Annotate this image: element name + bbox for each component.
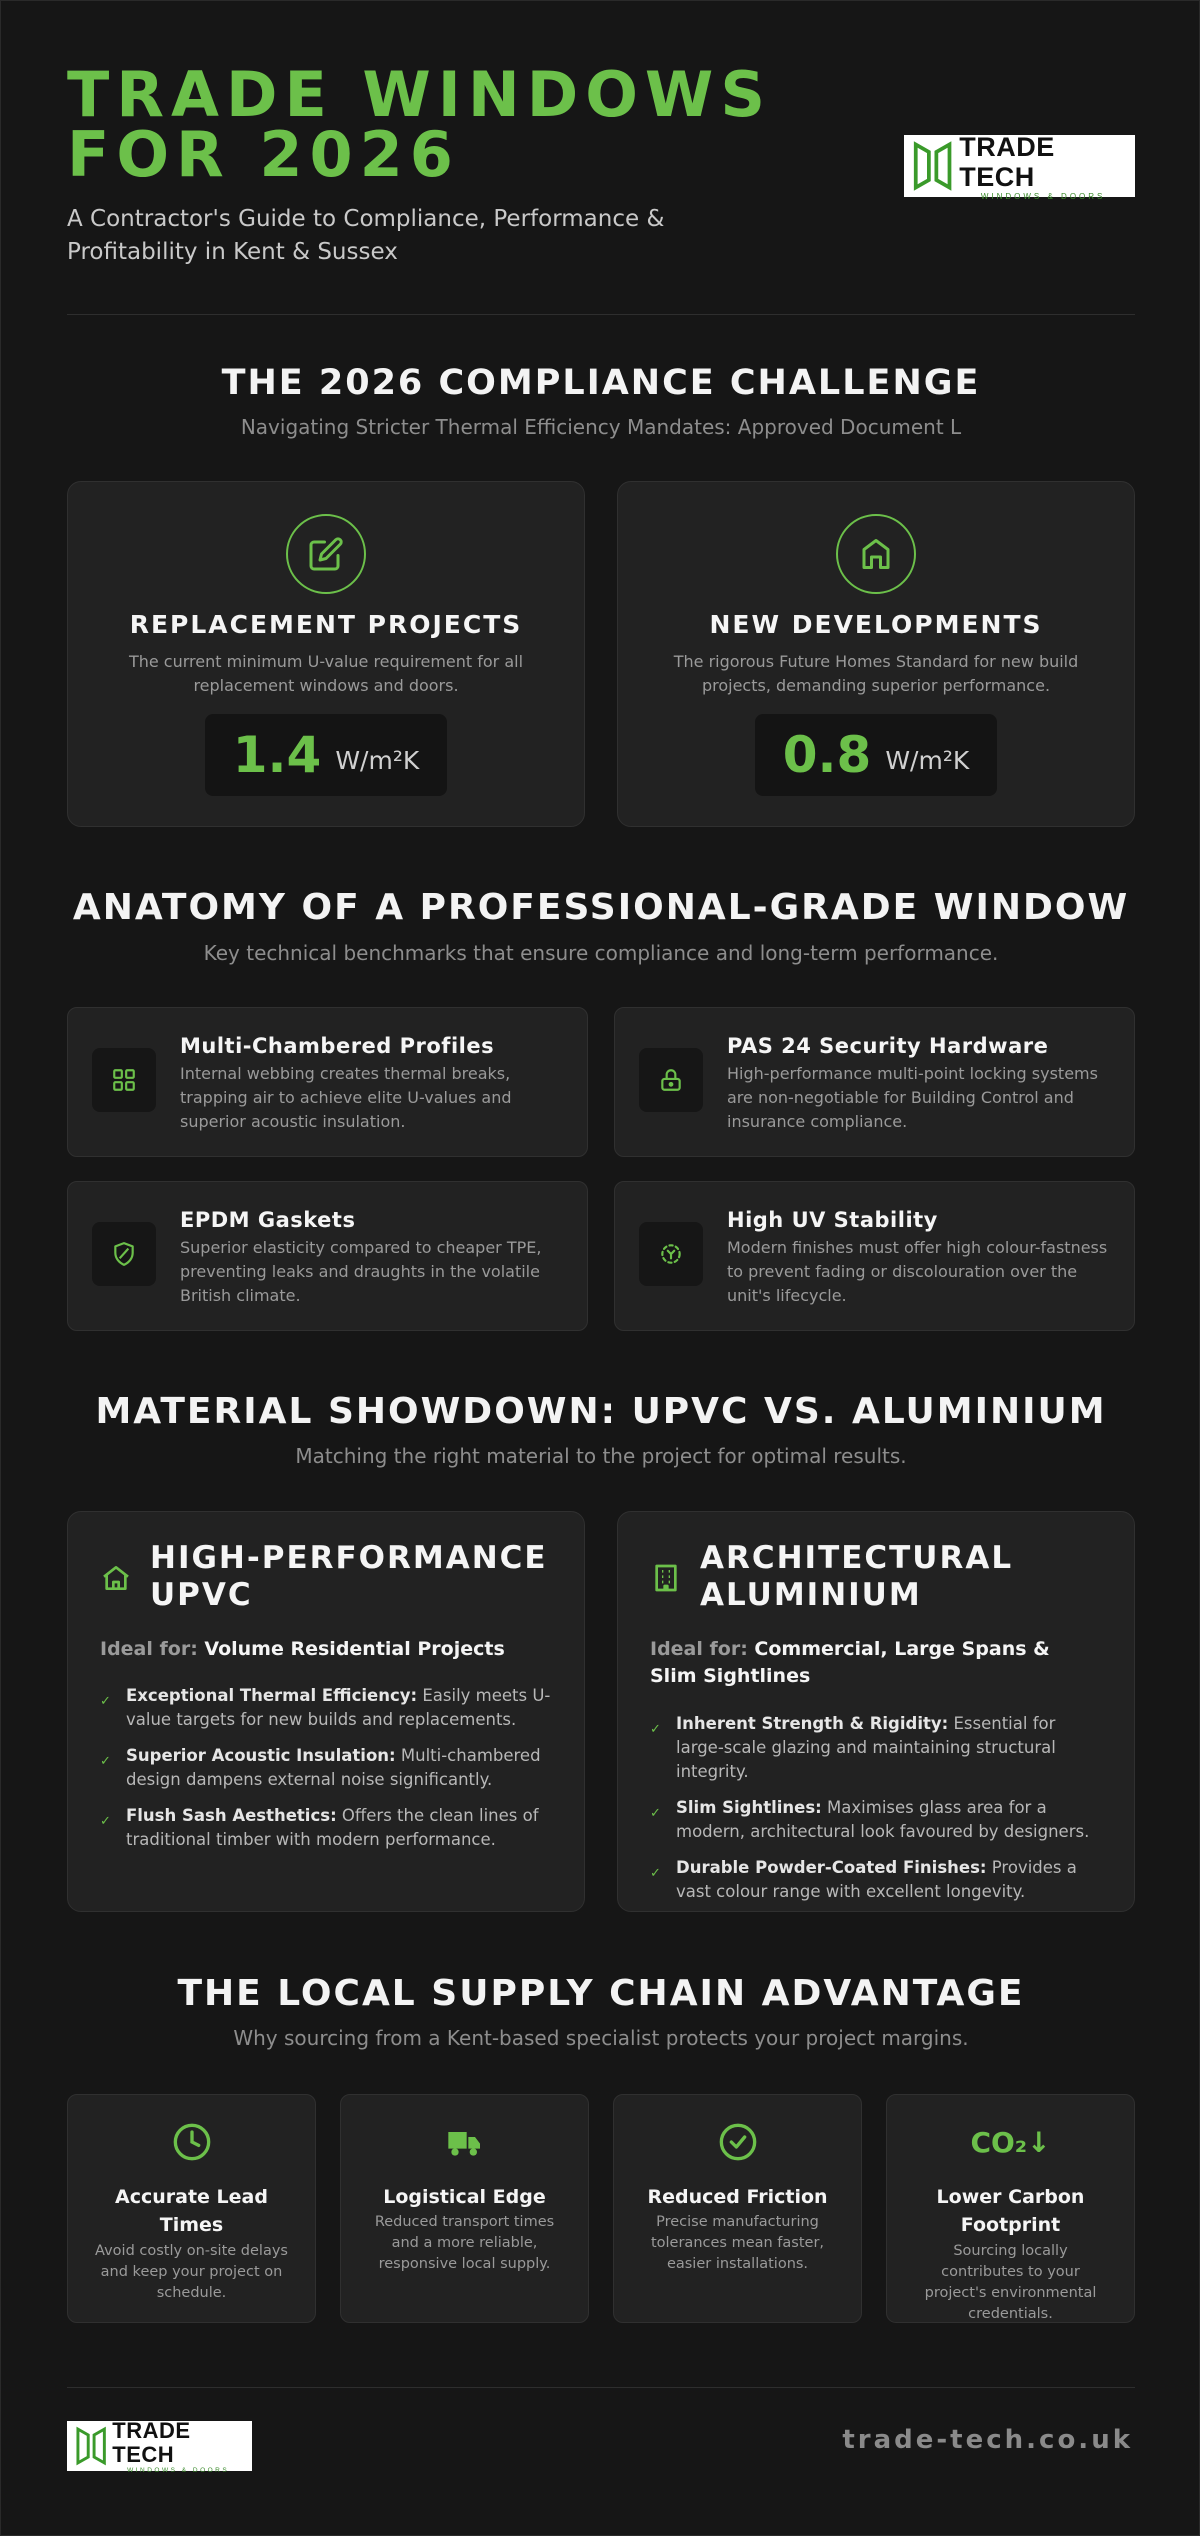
home-icon [836,514,916,594]
page-title: TRADE WINDOWS FOR 2026 [67,58,772,191]
u-value-unit: W/m²K [335,745,420,775]
supply-title-text: Accurate Lead Times [115,2186,268,2236]
supply-subtitle: Why sourcing from a Kent-based specialist protects your project margins. [233,2026,969,2050]
benefit-item: ✓ Superior Acoustic Insulation: Multi-chambered design dampens external noise significantly. [100,1744,552,1792]
footer-logo[interactable] [67,2417,252,2474]
supply-title-text: Logistical Edge [383,2186,546,2208]
card-title: REPLACEMENT PROJECTS [129,610,523,639]
supply-text: Reduced transport times and a more reliable, responsive local supply. [374,2214,555,2272]
co2-down-icon: CO₂↓ [970,2125,1051,2159]
anatomy-subtitle: Key technical benchmarks that ensure compliance and long-term performance. [203,941,999,965]
supply-card-friction [613,2094,862,2323]
benefit-item: ✓ Flush Sash Aesthetics: Offers the clean lines of traditional timber with modern performance. [100,1804,552,1852]
logo-tagline: WINDOWS & DOORS [127,2466,230,2474]
card-text: The rigorous Future Homes Standard for new build projects, demanding superior performance. [673,652,1079,695]
header-logo[interactable] [904,131,1135,201]
benefit-item: ✓ Slim Sightlines: Maximises glass area for a modern, architectural look favoured by designers. [650,1796,1102,1844]
supply-title: THE LOCAL SUPPLY CHAIN ADVANTAGE [177,1973,1025,2014]
check-circle-icon [614,2121,861,2163]
u-value-number: 0.8 [782,726,872,784]
materials-subtitle: Matching the right material to the project for optimal results. [295,1444,907,1468]
clock-icon [68,2121,315,2163]
anatomy-card-uv [614,1181,1135,1331]
feature-text: Superior elasticity compared to cheaper TPE, preventing leaks and draughts in the volatile British climate. [180,1238,542,1305]
compliance-subtitle: Navigating Stricter Thermal Efficiency Mandates: Approved Document L [240,415,962,439]
anatomy-card-gaskets [67,1181,588,1331]
u-value-box [755,714,997,796]
anatomy-title: ANATOMY OF A PROFESSIONAL-GRADE WINDOW [72,887,1130,928]
card-title: NEW DEVELOPMENTS [709,610,1043,639]
building-icon [650,1562,682,1594]
anatomy-card-profiles [67,1007,588,1157]
benefit-list [100,1684,552,1864]
truck-icon [341,2121,588,2163]
supply-card-lead-times [67,2094,316,2323]
supply-title-text: Reduced Friction [647,2186,828,2208]
compliance-card-new-developments [617,481,1135,827]
material-header [100,1540,548,1614]
feature-title: High UV Stability [727,1208,938,1232]
supply-text: Precise manufacturing tolerances mean faster, easier installations. [650,2214,825,2272]
website-link[interactable]: trade-tech.co.uk [842,2425,1133,2455]
u-value-number: 1.4 [232,726,322,784]
logo-brand: TRADE TECH [959,131,1055,192]
u-value-unit: W/m²K [885,745,970,775]
supply-card-logistics [340,2094,589,2323]
ideal-for: Ideal for: Commercial, Large Spans & Slim Sightlines [650,1638,1050,1687]
supply-title-text: Lower Carbon Footprint [936,2186,1085,2236]
card-text: The current minimum U-value requirement for all replacement windows and doors. [128,652,524,695]
material-card-aluminium [617,1511,1135,1912]
benefit-item: ✓ Exceptional Thermal Efficiency: Easily meets U-value targets for new builds and replacements. [100,1684,552,1732]
supply-text: Sourcing locally contributes to your project's environmental credentials. [924,2243,1097,2322]
page-subtitle: A Contractor's Guide to Compliance, Performance & Profitability in Kent & Sussex [67,206,665,265]
supply-card-carbon [886,2094,1135,2323]
compliance-card-replacement [67,481,585,827]
shield-icon [92,1222,156,1286]
feature-title: Multi-Chambered Profiles [180,1034,495,1058]
divider [67,2387,1135,2388]
logo-brand: TRADE TECH [112,2417,191,2467]
feature-text: High-performance multi-point locking systems are non-negotiable for Building Control and insurance compliance. [727,1064,1098,1131]
grid-icon [92,1048,156,1112]
anatomy-card-security [614,1007,1135,1157]
divider [67,314,1135,315]
u-value-box [205,714,447,796]
house-icon [100,1562,132,1594]
materials-title: MATERIAL SHOWDOWN: UPVC VS. ALUMINIUM [95,1391,1107,1432]
logo-mark-icon [75,2424,107,2468]
material-header [650,1540,1013,1614]
sun-icon [639,1222,703,1286]
feature-title: EPDM Gaskets [180,1208,356,1232]
ideal-for: Ideal for: Volume Residential Projects [100,1638,505,1660]
material-card-upvc [67,1511,585,1912]
benefit-item: ✓ Durable Powder-Coated Finishes: Provides a vast colour range with excellent longevity. [650,1856,1102,1904]
supply-text: Avoid costly on-site delays and keep your project on schedule. [95,2243,288,2301]
benefit-item: ✓ Inherent Strength & Rigidity: Essential for large-scale glazing and maintaining structural integrity. [650,1712,1102,1784]
material-title: HIGH-PERFORMANCE UPVC [150,1540,548,1613]
benefit-list [650,1712,1102,1916]
feature-text: Modern finishes must offer high colour-fastness to prevent fading or discolouration over the unit's lifecycle. [727,1238,1108,1305]
logo-mark-icon [912,139,953,193]
feature-text: Internal webbing creates thermal breaks, trapping air to achieve elite U-values and superior acoustic insulation. [180,1064,512,1131]
compliance-title: THE 2026 COMPLIANCE CHALLENGE [221,363,981,403]
feature-title: PAS 24 Security Hardware [727,1034,1049,1058]
logo-tagline: WINDOWS & DOORS [980,191,1106,201]
material-title: ARCHITECTURAL ALUMINIUM [700,1540,1014,1613]
edit-icon [286,514,366,594]
lock-icon [639,1048,703,1112]
